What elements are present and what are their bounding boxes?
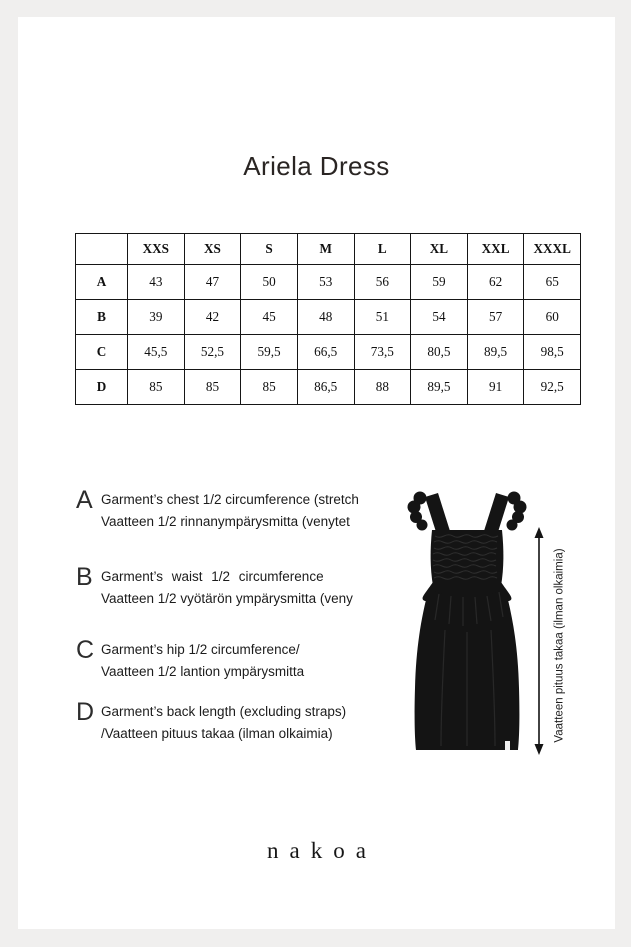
legend-line-en: Garment’s waist 1/2 circumference — [101, 569, 324, 584]
size-cell: 57 — [467, 300, 524, 335]
size-cell: 50 — [241, 265, 298, 300]
size-col-header-xs: XS — [184, 234, 241, 265]
legend-line-fi: Vaatteen 1/2 vyötärön ympärysmitta (veny — [101, 590, 353, 606]
legend-letter-c: C — [76, 636, 95, 664]
legend-line-fi: Vaatteen 1/2 lantion ympärysmitta — [101, 663, 305, 679]
size-cell: 39 — [128, 300, 185, 335]
row-label: C — [76, 335, 128, 370]
row-label: A — [76, 265, 128, 300]
legend-line-en: Garment’s back length (excluding straps) — [101, 704, 347, 719]
size-col-header-l: L — [354, 234, 411, 265]
size-cell: 54 — [411, 300, 468, 335]
legend-line-fi: Vaatteen 1/2 rinnanympärysmitta (venytet — [101, 513, 350, 529]
size-cell: 66,5 — [297, 335, 354, 370]
size-cell: 98,5 — [524, 335, 581, 370]
legend-item-b — [76, 563, 406, 609]
size-cell: 53 — [297, 265, 354, 300]
size-col-header-xxl: XXL — [467, 234, 524, 265]
size-col-header-m: M — [297, 234, 354, 265]
size-cell: 86,5 — [297, 370, 354, 405]
measure-arrow-icon — [535, 527, 544, 755]
size-cell: 59 — [411, 265, 468, 300]
dress-photo — [395, 478, 555, 778]
size-col-header-xxs: XXS — [128, 234, 185, 265]
page-title: Ariela Dress — [243, 151, 390, 181]
size-cell: 48 — [297, 300, 354, 335]
size-cell: 59,5 — [241, 335, 298, 370]
size-col-header-s: S — [241, 234, 298, 265]
size-cell: 92,5 — [524, 370, 581, 405]
legend-line-en: Garment’s chest 1/2 circumference (stretch — [101, 492, 359, 507]
row-label: D — [76, 370, 128, 405]
size-guide-card — [18, 17, 615, 929]
hem-tag — [505, 741, 510, 750]
legend-letter-a: A — [76, 486, 93, 514]
size-cell: 85 — [184, 370, 241, 405]
legend-line-en: Garment’s hip 1/2 circumference/ — [101, 642, 300, 657]
size-col-header-xl: XL — [411, 234, 468, 265]
size-cell: 73,5 — [354, 335, 411, 370]
legend-item-d — [76, 698, 406, 744]
size-cell: 51 — [354, 300, 411, 335]
size-cell: 60 — [524, 300, 581, 335]
size-cell: 42 — [184, 300, 241, 335]
row-label: B — [76, 300, 128, 335]
size-table — [75, 233, 581, 405]
size-cell: 65 — [524, 265, 581, 300]
size-cell: 45 — [241, 300, 298, 335]
legend-letter-b: B — [76, 563, 93, 591]
size-cell: 91 — [467, 370, 524, 405]
legend-letter-d: D — [76, 698, 95, 726]
size-cell: 56 — [354, 265, 411, 300]
size-cell: 89,5 — [467, 335, 524, 370]
legend-line-fi: /Vaatteen pituus takaa (ilman olkaimia) — [101, 725, 333, 741]
size-cell: 85 — [241, 370, 298, 405]
size-cell: 88 — [354, 370, 411, 405]
size-cell: 47 — [184, 265, 241, 300]
size-col-header-empty — [76, 234, 128, 265]
size-cell: 43 — [128, 265, 185, 300]
table-row-a — [76, 265, 581, 300]
size-cell: 45,5 — [128, 335, 185, 370]
brand-logo: nakoa — [267, 838, 377, 863]
table-row-c — [76, 335, 581, 370]
size-table-header-row — [76, 234, 581, 265]
size-cell: 85 — [128, 370, 185, 405]
size-cell: 52,5 — [184, 335, 241, 370]
size-col-header-xxxl: XXXL — [524, 234, 581, 265]
size-cell: 80,5 — [411, 335, 468, 370]
size-cell: 62 — [467, 265, 524, 300]
legend-item-c — [76, 636, 406, 682]
measure-label-vertical: Vaatteen pituus takaa (ilman olkaimia) — [553, 548, 566, 743]
table-row-d — [76, 370, 581, 405]
size-cell: 89,5 — [411, 370, 468, 405]
legend-item-a — [76, 486, 406, 532]
table-row-b — [76, 300, 581, 335]
